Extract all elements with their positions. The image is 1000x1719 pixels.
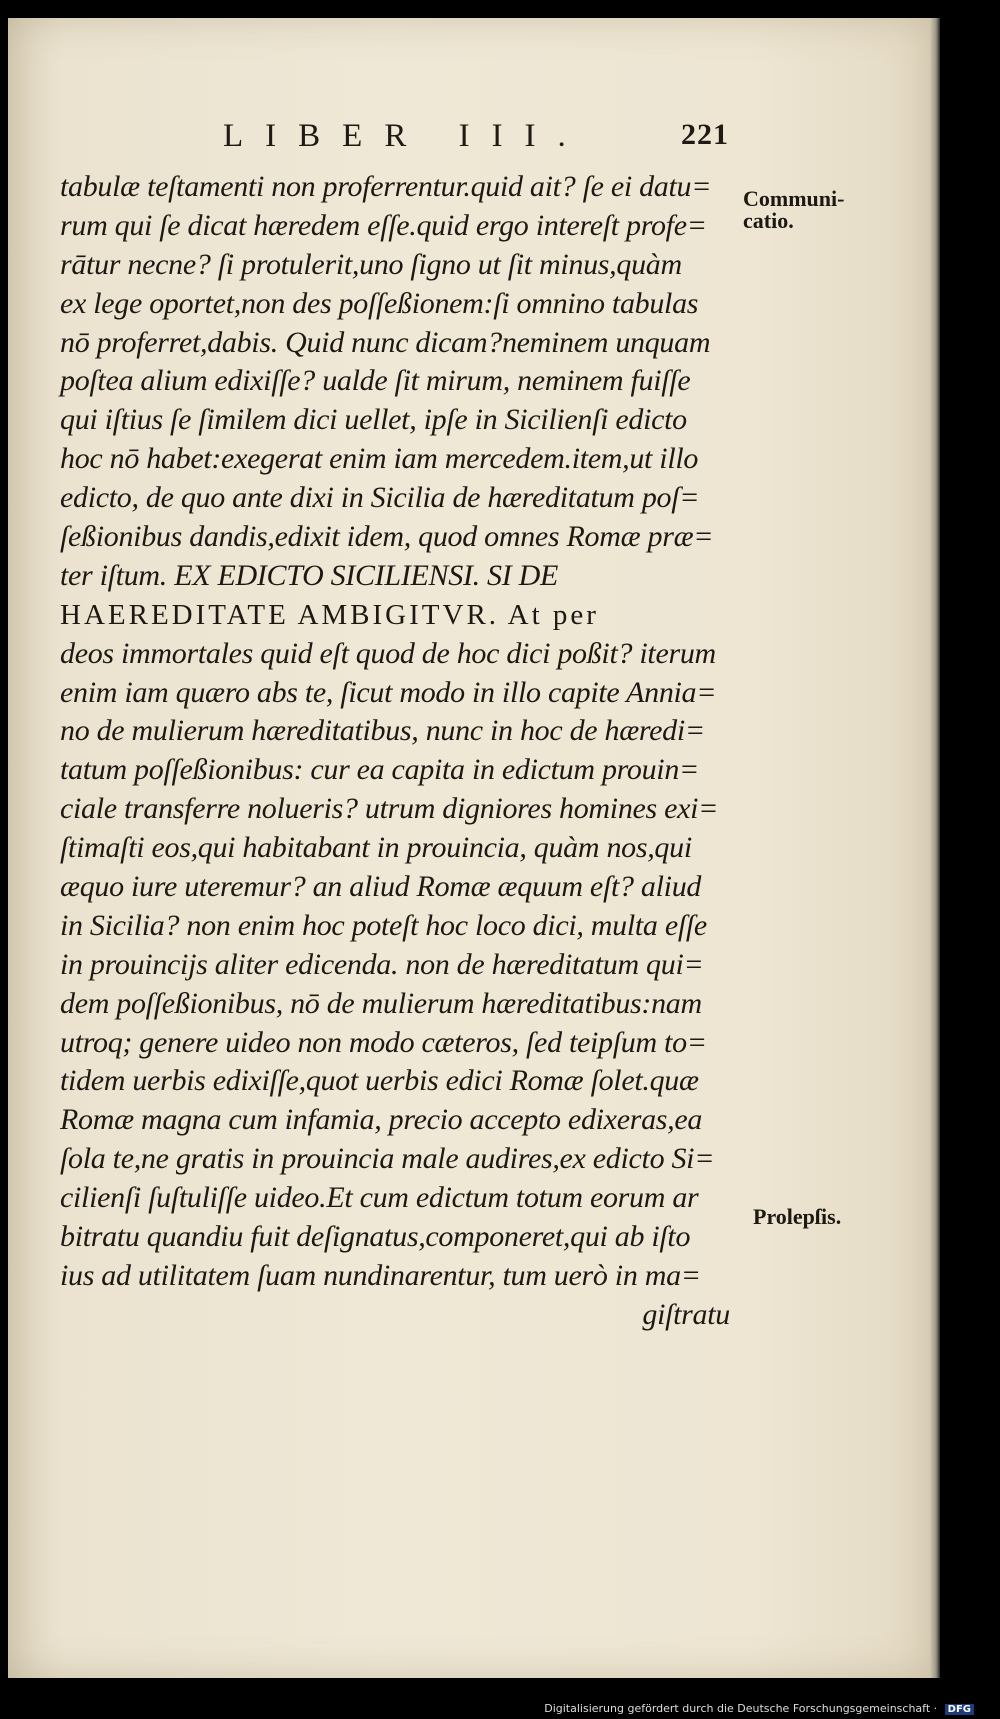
text-line: ex lege oportet,non des poſſeßionem:ſi omnino tabulas — [60, 286, 699, 320]
running-head: LIBER III. — [223, 118, 588, 154]
text-line: deos immortales quid eſt quod de hoc dici poßit? iterum — [60, 636, 716, 670]
text-line: in prouincijs aliter edicenda. non de hæreditatum qui= — [60, 947, 704, 981]
text-line: ſtimaſti eos,qui habitabant in prouincia, quàm nos,qui — [60, 831, 692, 865]
margin-note-prolepsis: Prolepſis. — [753, 1204, 842, 1229]
text-line: Romæ magna cum infamia, precio accepto edixeras,ea — [60, 1103, 703, 1137]
text-line: no de mulierum hæreditatibus, nunc in hoc de hæredi= — [60, 714, 705, 748]
text-line: poſtea alium edixiſſe? ualde ſit mirum, neminem fuiſſe — [60, 364, 691, 398]
body-text — [60, 168, 760, 1335]
page-edge — [930, 18, 940, 1678]
text-line: nō proferret,dabis. Quid nunc dicam?neminem unquam — [60, 325, 711, 359]
text-line: æquo iure uteremur? an aliud Romæ æquum eſt? aliud — [60, 870, 702, 904]
page-header — [8, 118, 930, 162]
text-line: ſeßionibus dandis,edixit idem, quod omnes Romæ præ= — [60, 520, 714, 554]
text-line: cilienſi ſuſtuliſſe uideo.Et cum edictum totum eorum ar — [60, 1181, 699, 1215]
page-number: 221 — [681, 118, 729, 151]
margin-note-line: Communi- — [743, 186, 845, 211]
digitization-credit — [544, 1702, 974, 1715]
text-line: ſola te,ne gratis in prouincia male audires,ex edicto Si= — [60, 1142, 715, 1176]
text-line: tabulæ teſtamenti non proferrentur.quid ait? ſe ei datu= — [60, 170, 712, 203]
text-line: tidem uerbis edixiſſe,quot uerbis edici Romæ ſolet.quæ — [60, 1064, 699, 1098]
text-line: in Sicilia? non enim hoc poteſt hoc loco dici, multa eſſe — [60, 908, 707, 942]
text-line: ius ad utilitatem ſuam nundinarentur, tum uerò in ma= — [60, 1258, 701, 1292]
text-line: ter iſtum. EX EDICTO SICILIENSI. SI DE — [60, 558, 559, 592]
credit-text: Digitalisierung gefördert durch die Deutsche Forschungsgemeinschaft · — [544, 1702, 938, 1715]
text-line: dem poſſeßionibus, nō de mulierum hæreditatibus:nam — [60, 986, 702, 1020]
text-line: utroq; genere uideo non modo cæteros, ſed teipſum to= — [60, 1025, 707, 1059]
text-line: ciale transferre nolueris? utrum digniores homines exi= — [60, 792, 719, 826]
text-line-heading: HAEREDITATE AMBIGITVR. At per — [60, 598, 599, 631]
margin-note-communicatio — [743, 188, 844, 232]
text-line: rātur necne? ſi protulerit,uno ſigno ut ſit minus,quàm — [60, 247, 682, 281]
margin-note-line: catio. — [743, 208, 794, 233]
book-page — [8, 18, 930, 1678]
text-line: bitratu quandiu fuit deſignatus,componeret,qui ab iſto — [60, 1220, 691, 1254]
text-line: qui iſtius ſe ſimilem dici uellet, ipſe in Sicilienſi edicto — [60, 403, 687, 437]
text-line: edicto, de quo ante dixi in Sicilia de hæreditatum poſ= — [60, 481, 700, 515]
text-line-catchword: giſtratu — [642, 1297, 730, 1331]
text-line: enim iam quæro abs te, ſicut modo in illo capite Annia= — [60, 675, 717, 709]
dfg-logo: DFG — [945, 1704, 974, 1715]
text-line: hoc nō habet:exegerat enim iam mercedem.item,ut illo — [60, 442, 699, 476]
text-line: tatum poſſeßionibus: cur ea capita in edictum prouin= — [60, 753, 699, 787]
text-line: rum qui ſe dicat hæredem eſſe.quid ergo intereſt profe= — [60, 208, 707, 242]
